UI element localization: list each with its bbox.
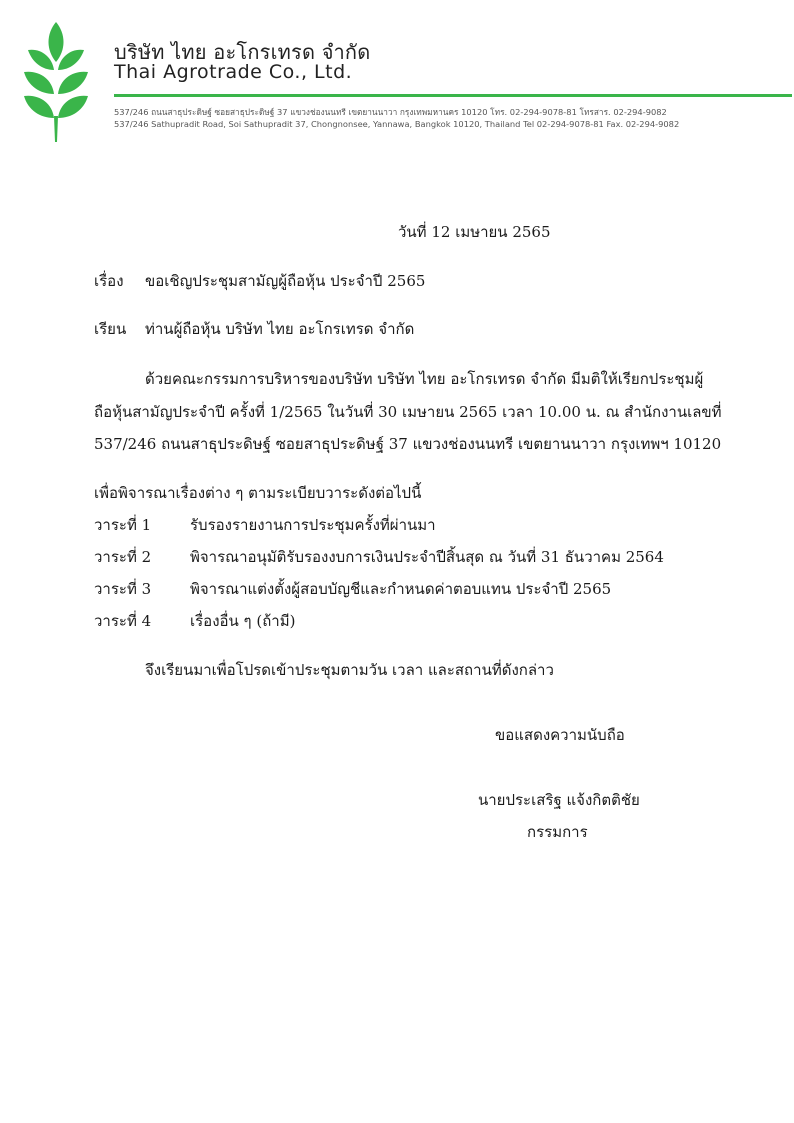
subject-label: เรื่อง	[94, 272, 124, 290]
body-line-3: 537/246 ถนนสาธุประดิษฐ์ ซอยสาธุประดิษฐ์ 37 แขวงช่องนนทรี เขตยานนาวา กรุงเทพฯ 10120	[94, 435, 722, 453]
recipient-label: เรียน	[94, 320, 127, 338]
signer-name: นายประเสริฐ แจ้งกิตติชัย	[478, 791, 640, 809]
letterhead-divider	[114, 94, 792, 97]
agenda-text: พิจารณาอนุมัติรับรองงบการเงินประจำปีสิ้นสุด ณ วันที่ 31 ธันวาคม 2564	[190, 548, 664, 566]
agenda-intro: เพื่อพิจารณาเรื่องต่าง ๆ ตามระเบียบวาระดังต่อไปนี้	[94, 484, 422, 502]
closing-line: จึงเรียนมาเพื่อโปรดเข้าประชุมตามวัน เวลา และสถานที่ดังกล่าว	[145, 661, 554, 679]
agenda-text: เรื่องอื่น ๆ (ถ้ามี)	[190, 612, 296, 630]
company-name-english: Thai Agrotrade Co., Ltd.	[114, 61, 353, 83]
regards: ขอแสดงความนับถือ	[495, 726, 625, 744]
recipient-text: ท่านผู้ถือหุ้น บริษัท ไทย อะโกรเทรด จำกัด	[145, 320, 415, 338]
letter-date: วันที่ 12 เมษายน 2565	[398, 223, 551, 241]
body-line-1: ด้วยคณะกรรมการบริหารของบริษัท บริษัท ไทย อะโกรเทรด จำกัด มีมติให้เรียกประชุมผู้	[145, 370, 704, 388]
agenda-number: วาระที่ 3	[94, 580, 152, 598]
agenda-text: รับรองรายงานการประชุมครั้งที่ผ่านมา	[190, 516, 436, 534]
signer-title: กรรมการ	[527, 823, 588, 841]
wheat-leaf-icon	[22, 20, 90, 144]
company-name-thai: บริษัท ไทย อะโกรเทรด จำกัด	[114, 40, 371, 64]
subject-text: ขอเชิญประชุมสามัญผู้ถือหุ้น ประจำปี 2565	[145, 272, 426, 290]
agenda-text: พิจารณาแต่งตั้งผู้สอบบัญชีและกำหนดค่าตอบแทน ประจำปี 2565	[190, 580, 612, 598]
agenda-number: วาระที่ 1	[94, 516, 152, 534]
address-english: 537/246 Sathupradit Road, Soi Sathupradit 37, Chongnonsee, Yannawa, Bangkok 10120, Thailand Tel 02-294-9078-81 Fax. 02-294-9082	[114, 119, 680, 129]
agenda-number: วาระที่ 2	[94, 548, 152, 566]
address-thai: 537/246 ถนนสาธุประดิษฐ์ ซอยสาธุประดิษฐ์ 37 แขวงช่องนนทรี เขตยานนาวา กรุงเทพมหานคร 10120 โทร. 02-294-9078-81 โทรสาร. 02-294-9082	[114, 107, 667, 117]
body-line-2: ถือหุ้นสามัญประจำปี ครั้งที่ 1/2565 ในวันที่ 30 เมษายน 2565 เวลา 10.00 น. ณ สำนักงานเลขที่	[94, 403, 722, 421]
agenda-number: วาระที่ 4	[94, 612, 152, 630]
